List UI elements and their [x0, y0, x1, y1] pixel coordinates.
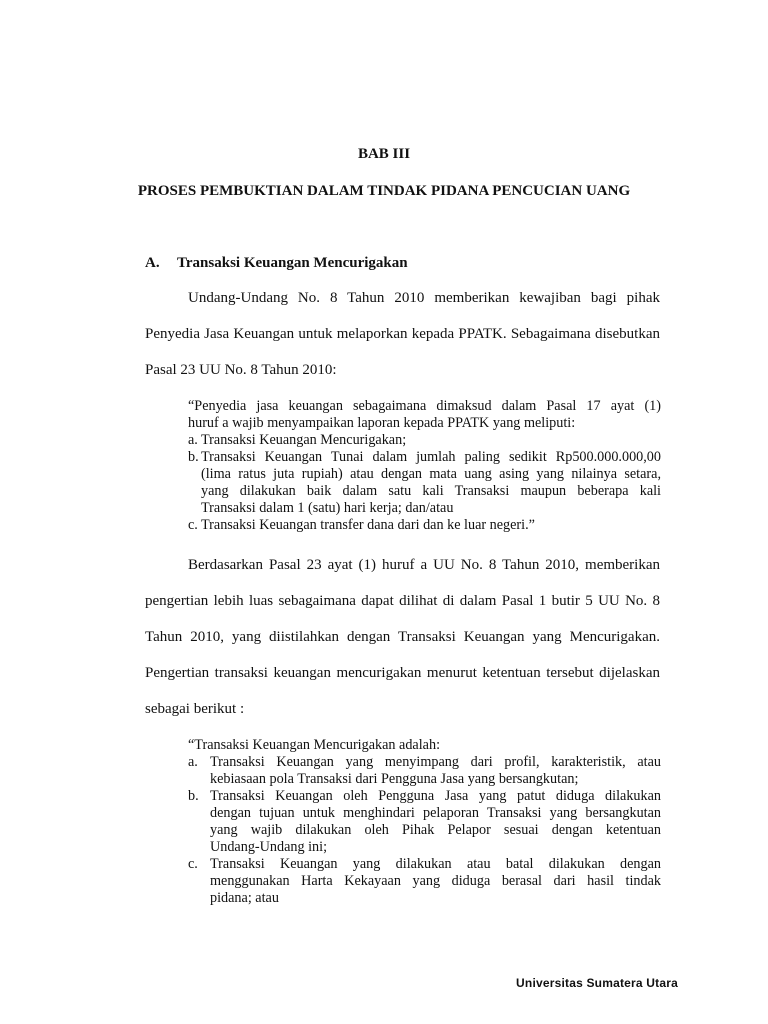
block-quote: [188, 737, 661, 907]
list-marker: c.: [188, 517, 198, 533]
list-item-line: Transaksi Keuangan yang menyimpang dari profil, karakteristik, atau: [210, 754, 661, 770]
list-item-line: menggunakan Harta Kekayaan yang diduga berasal dari hasil tindak: [210, 873, 661, 889]
section-number: A.: [145, 255, 160, 271]
list-item: [188, 432, 661, 449]
list-marker: c.: [188, 856, 198, 872]
list-item: [188, 856, 661, 907]
section-heading: [145, 255, 408, 272]
paragraph-line: sebagai berikut :: [145, 701, 245, 717]
quote-line: “Penyedia jasa keuangan sebagaimana dimaksud dalam Pasal 17 ayat (1): [188, 398, 661, 414]
list-item-line: Transaksi Keuangan transfer dana dari dan ke luar negeri.”: [201, 517, 535, 533]
list-item-line: Transaksi Keuangan Tunai dalam jumlah paling sedikit Rp500.000.000,00: [201, 449, 661, 465]
list-marker: b.: [188, 788, 199, 804]
list-item-line: (lima ratus juta rupiah) atau dengan mata uang asing yang nilainya setara,: [201, 466, 661, 482]
chapter-title: PROSES PEMBUKTIAN DALAM TINDAK PIDANA PENCUCIAN UANG: [137, 183, 631, 199]
list-item-line: kebiasaan pola Transaksi dari Pengguna Jasa yang bersangkutan;: [210, 771, 579, 787]
paragraph-line: Pengertian transaksi keuangan mencurigakan menurut ketentuan tersebut dijelaskan: [145, 665, 660, 681]
list-item: [188, 754, 661, 788]
list-item-line: Transaksi Keuangan Mencurigakan;: [201, 432, 407, 448]
list-item-line: yang dilakukan baik dalam satu kali Transaksi maupun beberapa kali: [201, 483, 661, 499]
page-footer: Universitas Sumatera Utara: [516, 976, 678, 990]
paragraph-line: Pasal 23 UU No. 8 Tahun 2010:: [145, 362, 337, 378]
list-item: [188, 788, 661, 856]
list-marker: a.: [188, 432, 198, 448]
list-item-line: Undang-Undang ini;: [210, 839, 328, 855]
list-item-line: dengan tujuan untuk menghindari pelaporan Transaksi yang bersangkutan: [210, 805, 661, 821]
paragraph-line: Berdasarkan Pasal 23 ayat (1) huruf a UU No. 8 Tahun 2010, memberikan: [188, 557, 660, 573]
paragraph-line: pengertian lebih luas sebagaimana dapat dilihat di dalam Pasal 1 butir 5 UU No. 8: [145, 593, 660, 609]
list-marker: a.: [188, 754, 198, 770]
list-item-continuation: [188, 466, 661, 517]
paragraph-line: Penyedia Jasa Keuangan untuk melaporkan kepada PPATK. Sebagaimana disebutkan: [145, 326, 660, 342]
list-item-line: Transaksi dalam 1 (satu) hari kerja; dan/atau: [201, 500, 454, 516]
quote-line: “Transaksi Keuangan Mencurigakan adalah:: [188, 737, 441, 753]
quote-line: huruf a wajib menyampaikan laporan kepada PPATK yang meliputi:: [188, 415, 576, 431]
list-marker: b.: [188, 449, 199, 465]
chapter-heading: BAB III: [357, 146, 411, 162]
list-item-line: pidana; atau: [210, 890, 279, 906]
list-item: [188, 517, 661, 534]
paragraph-line: Undang-Undang No. 8 Tahun 2010 memberikan kewajiban bagi pihak: [188, 290, 660, 306]
list-item-line: yang wajib dilakukan oleh Pihak Pelapor sesuai dengan ketentuan: [210, 822, 661, 838]
section-title: Transaksi Keuangan Mencurigakan: [177, 255, 408, 271]
list-item-line: Transaksi Keuangan yang dilakukan atau batal dilakukan dengan: [210, 856, 661, 872]
block-quote: [188, 398, 661, 534]
list-item-line: Transaksi Keuangan oleh Pengguna Jasa yang patut diduga dilakukan: [210, 788, 661, 804]
list-item: [188, 449, 661, 466]
paragraph-line: Tahun 2010, yang diistilahkan dengan Transaksi Keuangan yang Mencurigakan.: [145, 629, 660, 645]
